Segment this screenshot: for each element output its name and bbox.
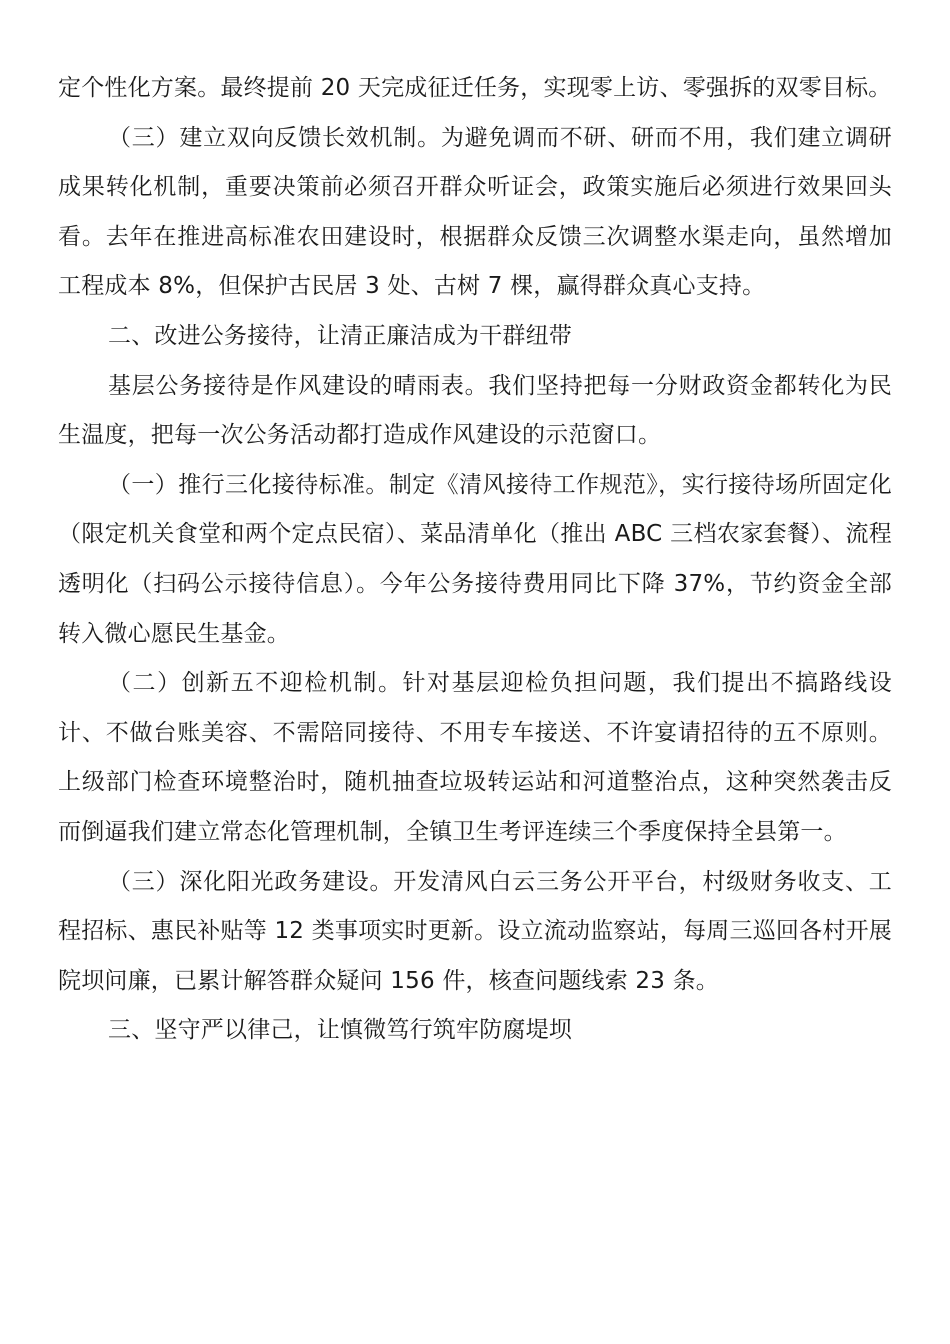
paragraph-reception-intro: 基层公务接待是作风建设的晴雨表。我们坚持把每一分财政资金都转化为民生温度，把每一次公务活动都打造成作风建设的示范窗口。 xyxy=(58,372,892,449)
section-heading-reception: 二、改进公务接待，让清正廉洁成为干群纽带 xyxy=(108,322,572,349)
paragraph-continuation: 定个性化方案。最终提前 20 天完成征迁任务，实现零上访、零强拆的双零目标。 xyxy=(58,75,892,101)
paragraph-sunshine-government: （三）深化阳光政务建设。开发清风白云三务公开平台，村级财务收支、工程招标、惠民补贴等 12 类事项实时更新。设立流动监察站，每周三巡回各村开展院坝问廉，已累计解答群众疑问 156 件，核查问题线索 23 条。 xyxy=(58,868,892,994)
paragraph-reception-standards: （一）推行三化接待标准。制定《清风接待工作规范》，实行接待场所固定化（限定机关食堂和两个定点民宿）、菜品清单化（推出 ABC 三档农家套餐）、流程透明化（扫码公示接待信息）。今年公务接待费用同比下降 37%，节约资金全部转入微心愿民生基金。 xyxy=(58,471,892,647)
paragraph-feedback-mechanism: （三）建立双向反馈长效机制。为避免调而不研、研而不用，我们建立调研成果转化机制，重要决策前必须召开群众听证会，政策实施后必须进行效果回头看。去年在推进高标准农田建设时，根据群众反馈三次调整水渠走向，虽然增加工程成本 8%，但保护古民居 3 处、古树 7 棵，赢得群众真心支持。 xyxy=(58,124,892,300)
document-body xyxy=(58,64,892,1056)
section-heading-self-discipline: 三、坚守严以律己，让慎微笃行筑牢防腐堤坝 xyxy=(108,1017,572,1044)
paragraph-inspection-mechanism: （二）创新五不迎检机制。针对基层迎检负担问题，我们提出不搞路线设计、不做台账美容、不需陪同接待、不用专车接送、不许宴请招待的五不原则。上级部门检查环境整治时，随机抽查垃圾转运站和河道整治点，这种突然袭击反而倒逼我们建立常态化管理机制，全镇卫生考评连续三个季度保持全县第一。 xyxy=(58,670,892,845)
